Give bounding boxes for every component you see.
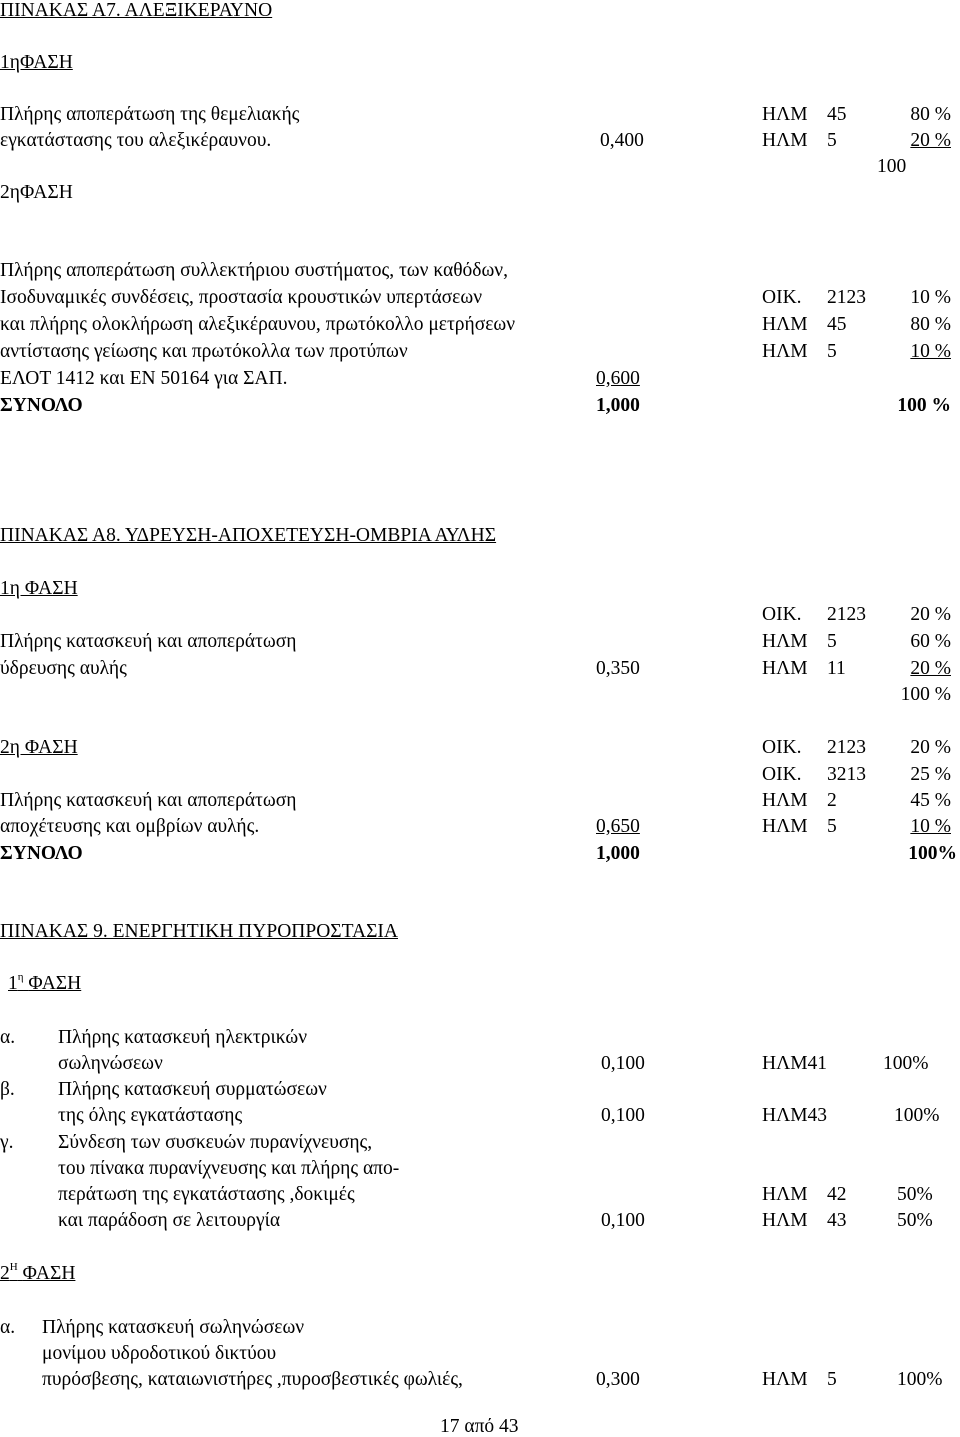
a8-p2-r4-pct: 10 %	[910, 816, 951, 837]
a8-p1-r1-num: 2123	[827, 604, 866, 625]
a9-p2-item-a-num: 5	[827, 1369, 837, 1390]
a8-p1-total: 100 %	[900, 684, 951, 705]
a9-item-c-r2-num: 43	[827, 1210, 847, 1231]
a7-p2-line2: Ισοδυναμικές συνδέσεις, προστασία κρουστικών υπερτάσεων	[0, 287, 483, 308]
a9-item-c-r1-pct: 50%	[897, 1184, 933, 1205]
a8-p1-r3-code: ΗΛΜ	[762, 658, 808, 679]
a7-phase1-heading: 1ηΦΑΣΗ	[0, 52, 73, 73]
a7-p2-line1: Πλήρης αποπεράτωση συλλεκτήριου συστήματος, των καθόδων,	[0, 260, 508, 281]
a9-item-c-line3: περάτωση της εγκατάστασης ,δοκιμές	[58, 1184, 355, 1205]
a9-item-b-line2: της όλης εγκατάστασης	[58, 1105, 243, 1126]
a8-p2-r3-num: 2	[827, 790, 837, 811]
a9-item-c-r1-code: ΗΛΜ	[762, 1184, 808, 1205]
a8-p2-r1-num: 2123	[827, 737, 866, 758]
a7-total-label: ΣΥΝΟΛΟ	[0, 395, 83, 416]
a7-p2-r1-pct: 10 %	[910, 287, 951, 308]
a7-p1-r2-pct: 20 %	[910, 130, 951, 151]
a7-p2-r2-num: 45	[827, 314, 847, 335]
a7-p2-line3: και πλήρης ολοκλήρωση αλεξικέραυνου, πρωτόκολλο μετρήσεων	[0, 314, 516, 335]
a7-total-pct: 100 %	[897, 395, 951, 416]
a7-p1-r2-code: ΗΛΜ	[762, 130, 808, 151]
a9-item-c-line2: του πίνακα πυρανίχνευσης και πλήρης απο-	[58, 1158, 400, 1179]
a7-p2-r1-num: 2123	[827, 287, 866, 308]
a8-total-weight: 1,000	[596, 843, 640, 864]
a7-p1-r1-code: ΗΛΜ	[762, 104, 808, 125]
a8-total-label: ΣΥΝΟΛΟ	[0, 843, 83, 864]
a8-p2-r4-num: 5	[827, 816, 837, 837]
a8-p1-weight: 0,350	[596, 658, 640, 679]
a9-item-c-r1-num: 42	[827, 1184, 847, 1205]
a8-total-pct: 100%	[908, 843, 957, 864]
a7-p2-r3-code: ΗΛΜ	[762, 341, 808, 362]
a8-p2-r1-code: ΟΙΚ.	[762, 737, 802, 758]
a8-phase2-heading: 2η ΦΑΣΗ	[0, 737, 78, 758]
a8-p2-r2-code: ΟΙΚ.	[762, 764, 802, 785]
a7-p2-line4: αντίστασης γείωσης και πρωτόκολλα των προτύπων	[0, 341, 408, 362]
a7-p2-r3-pct: 10 %	[910, 341, 951, 362]
a8-p1-line1: Πλήρης κατασκευή και αποπεράτωση	[0, 631, 297, 652]
table-a7-title: ΠΙΝΑΚΑΣ Α7. ΑΛΕΞΙΚΕΡΑΥΝΟ	[0, 0, 273, 21]
a8-p2-weight: 0,650	[596, 816, 640, 837]
a8-phase1-heading: 1η ΦΑΣΗ	[0, 578, 78, 599]
a8-p2-r2-num: 3213	[827, 764, 866, 785]
a8-p1-line2: ύδρευσης αυλής	[0, 658, 127, 679]
a9-phase1-heading: $1^\eta$ ΦΑΣΗ	[8, 971, 82, 994]
a9-item-b-pct: 100%	[894, 1105, 940, 1126]
a7-p2-r1-code: ΟΙΚ.	[762, 287, 802, 308]
a9-p2-item-a-marker: α.	[0, 1317, 16, 1338]
a7-p1-r1-pct: 80 %	[910, 104, 951, 125]
a8-p2-line1: Πλήρης κατασκευή και αποπεράτωση	[0, 790, 297, 811]
a7-p2-r3-num: 5	[827, 341, 837, 362]
a7-total-weight: 1,000	[596, 395, 640, 416]
a9-item-b-marker: β.	[0, 1079, 15, 1100]
a9-p2-item-a-line2: μονίμου υδροδοτικού δικτύου	[42, 1343, 277, 1364]
a8-p2-r1-pct: 20 %	[910, 737, 951, 758]
a8-p1-r1-pct: 20 %	[910, 604, 951, 625]
a9-item-a-line1: Πλήρης κατασκευή ηλεκτρικών	[58, 1027, 308, 1048]
a9-item-c-weight: 0,100	[601, 1210, 645, 1231]
a7-p1-total: 100	[877, 156, 907, 177]
a8-p1-r2-code: ΗΛΜ	[762, 631, 808, 652]
a8-p1-r3-num: 11	[827, 658, 846, 679]
table-9-title: ΠΙΝΑΚΑΣ 9. ΕΝΕΡΓΗΤΙΚΗ ΠΥΡΟΠΡΟΣΤΑΣΙΑ	[0, 921, 398, 942]
page-number: 17 από 43	[440, 1416, 519, 1437]
a9-item-c-r2-pct: 50%	[897, 1210, 933, 1231]
a9-item-c-line1: Σύνδεση των συσκευών πυρανίχνευσης,	[58, 1132, 373, 1153]
a9-phase2-heading: $2^H$ ΦΑΣΗ	[0, 1261, 76, 1284]
a7-p2-r2-code: ΗΛΜ	[762, 314, 808, 335]
a9-item-b-code: ΗΛΜ43	[762, 1105, 828, 1126]
table-a8-title: ΠΙΝΑΚΑΣ Α8. ΥΔΡΕΥΣΗ-ΑΠΟΧΕΤΕΥΣΗ-ΟΜΒΡΙΑ ΑΥΛΗΣ	[0, 525, 497, 546]
a9-p2-item-a-line3: πυρόσβεσης, καταιωνιστήρες ,πυροσβεστικές φωλιές,	[42, 1369, 463, 1390]
a9-p2-item-a-line1: Πλήρης κατασκευή σωληνώσεων	[42, 1317, 305, 1338]
a8-p2-r4-code: ΗΛΜ	[762, 816, 808, 837]
a7-p1-line2: εγκατάστασης του αλεξικέραυνου.	[0, 130, 272, 151]
a7-p1-r2-num: 5	[827, 130, 837, 151]
a8-p1-r3-pct: 20 %	[910, 658, 951, 679]
a9-p2-item-a-pct: 100%	[897, 1369, 943, 1390]
a8-p2-r3-pct: 45 %	[910, 790, 951, 811]
a9-item-b-line1: Πλήρης κατασκευή συρματώσεων	[58, 1079, 327, 1100]
a9-item-b-weight: 0,100	[601, 1105, 645, 1126]
a9-item-a-line2: σωληνώσεων	[58, 1053, 163, 1074]
a9-item-a-marker: α.	[0, 1027, 16, 1048]
a9-item-a-pct: 100%	[883, 1053, 929, 1074]
a9-p2-item-a-code: ΗΛΜ	[762, 1369, 808, 1390]
a7-p1-weight: 0,400	[600, 130, 644, 151]
a9-item-c-r2-code: ΗΛΜ	[762, 1210, 808, 1231]
a7-p1-line1: Πλήρης αποπεράτωση της θεμελιακής	[0, 104, 300, 125]
a8-p2-line2: αποχέτευσης και ομβρίων αυλής.	[0, 816, 260, 837]
a7-p2-line5: ΕΛΟΤ 1412 και ΕΝ 50164 για ΣΑΠ.	[0, 368, 288, 389]
a7-p2-weight: 0,600	[596, 368, 640, 389]
a9-item-a-weight: 0,100	[601, 1053, 645, 1074]
a8-p2-r3-code: ΗΛΜ	[762, 790, 808, 811]
a9-p2-item-a-weight: 0,300	[596, 1369, 640, 1390]
a8-p1-r2-pct: 60 %	[910, 631, 951, 652]
a9-item-c-line4: και παράδοση σε λειτουργία	[58, 1210, 281, 1231]
a8-p2-r2-pct: 25 %	[910, 764, 951, 785]
a7-p2-r2-pct: 80 %	[910, 314, 951, 335]
a8-p1-r2-num: 5	[827, 631, 837, 652]
a9-item-a-code: ΗΛΜ41	[762, 1053, 828, 1074]
a9-item-c-marker: γ.	[0, 1132, 14, 1153]
a8-p1-r1-code: ΟΙΚ.	[762, 604, 802, 625]
a7-p1-r1-num: 45	[827, 104, 847, 125]
a7-phase2-heading: 2ηΦΑΣΗ	[0, 182, 73, 203]
